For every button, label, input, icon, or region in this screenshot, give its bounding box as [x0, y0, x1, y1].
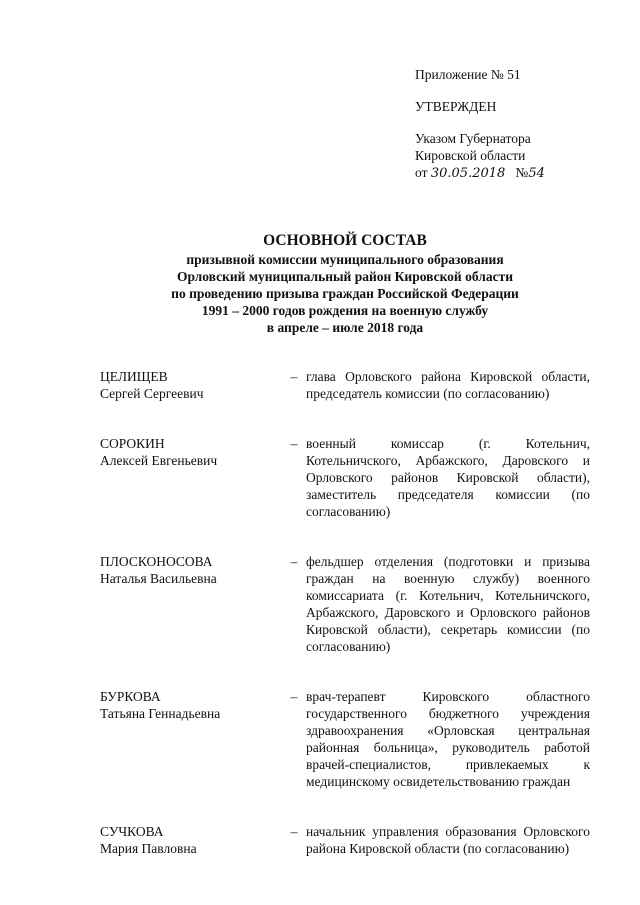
member-row [100, 823, 590, 857]
member-surname: СУЧКОВА [100, 824, 164, 839]
title-line: призывной комиссии муниципального образования [186, 252, 504, 267]
dash-separator: – [290, 436, 298, 451]
dash-separator: – [290, 824, 298, 839]
member-role: военный комиссар (г. Котельнич, Котельничского, Арбажского, Даровского и Орловского районов Кировской области), заместитель председателя комиссии (по согласованию) [306, 436, 590, 519]
title-line: Орловский муниципальный район Кировской области [177, 269, 513, 284]
member-surname: ПЛОСКОНОСОВА [100, 554, 213, 569]
member-row [100, 435, 590, 520]
member-surname: СОРОКИН [100, 436, 165, 451]
member-row [100, 368, 590, 402]
decree-line-2: Кировской области [415, 148, 526, 163]
member-role: врач-терапевт Кировского областного государственного бюджетного учреждения здравоохранения «Орловская центральная районная больница», руководитель работой врачей-специалистов, привлекаемых к медицинскому освидетельствованию граждан [306, 689, 590, 789]
member-surname: БУРКОВА [100, 689, 161, 704]
decree-line-1: Указом Губернатора [415, 131, 531, 146]
member-name [100, 688, 282, 790]
approval-block [415, 66, 615, 182]
member-given-name: Татьяна Геннадьевна [100, 706, 221, 721]
member-list [100, 368, 590, 890]
dash-separator: – [290, 554, 298, 569]
member-role: начальник управления образования Орловского района Кировской области (по согласованию) [306, 824, 590, 856]
title-line: в апреле – июле 2018 года [266, 320, 424, 335]
member-given-name: Наталья Васильевна [100, 571, 217, 586]
member-name [100, 553, 282, 655]
handwritten-number: 54 [528, 166, 545, 181]
member-row [100, 553, 590, 655]
appendix-label: Приложение № 51 [415, 67, 521, 82]
handwritten-date: 30.05.2018 [430, 166, 506, 181]
title-line: 1991 – 2000 годов рождения на военную службу [201, 303, 489, 318]
title-line: по проведению призыва граждан Российской Федерации [171, 286, 519, 301]
member-name [100, 368, 282, 402]
member-role: фельдшер отделения (подготовки и призыва граждан на военную службу) военного комиссариата (г. Котельнич, Котельничского, Арбажского, Даровского и Орловского районов Кировской области), секретарь комиссии (по согласованию) [306, 554, 590, 654]
decree-date-line [415, 164, 615, 182]
member-surname: ЦЕЛИЩЕВ [100, 369, 168, 384]
member-given-name: Сергей Сергеевич [100, 386, 204, 401]
approved-label: УТВЕРЖДЕН [415, 99, 497, 114]
title-main: ОСНОВНОЙ СОСТАВ [263, 232, 427, 249]
member-row [100, 688, 590, 790]
document-title [100, 231, 590, 336]
date-prefix: от [415, 165, 428, 180]
number-prefix: № [515, 165, 529, 180]
member-given-name: Алексей Евгеньевич [100, 453, 218, 468]
dash-separator: – [290, 369, 298, 384]
member-given-name: Мария Павловна [100, 841, 197, 856]
dash-separator: – [290, 689, 298, 704]
member-name [100, 435, 282, 520]
member-name [100, 823, 282, 857]
member-role: глава Орловского района Кировской области, председатель комиссии (по согласованию) [306, 369, 590, 401]
